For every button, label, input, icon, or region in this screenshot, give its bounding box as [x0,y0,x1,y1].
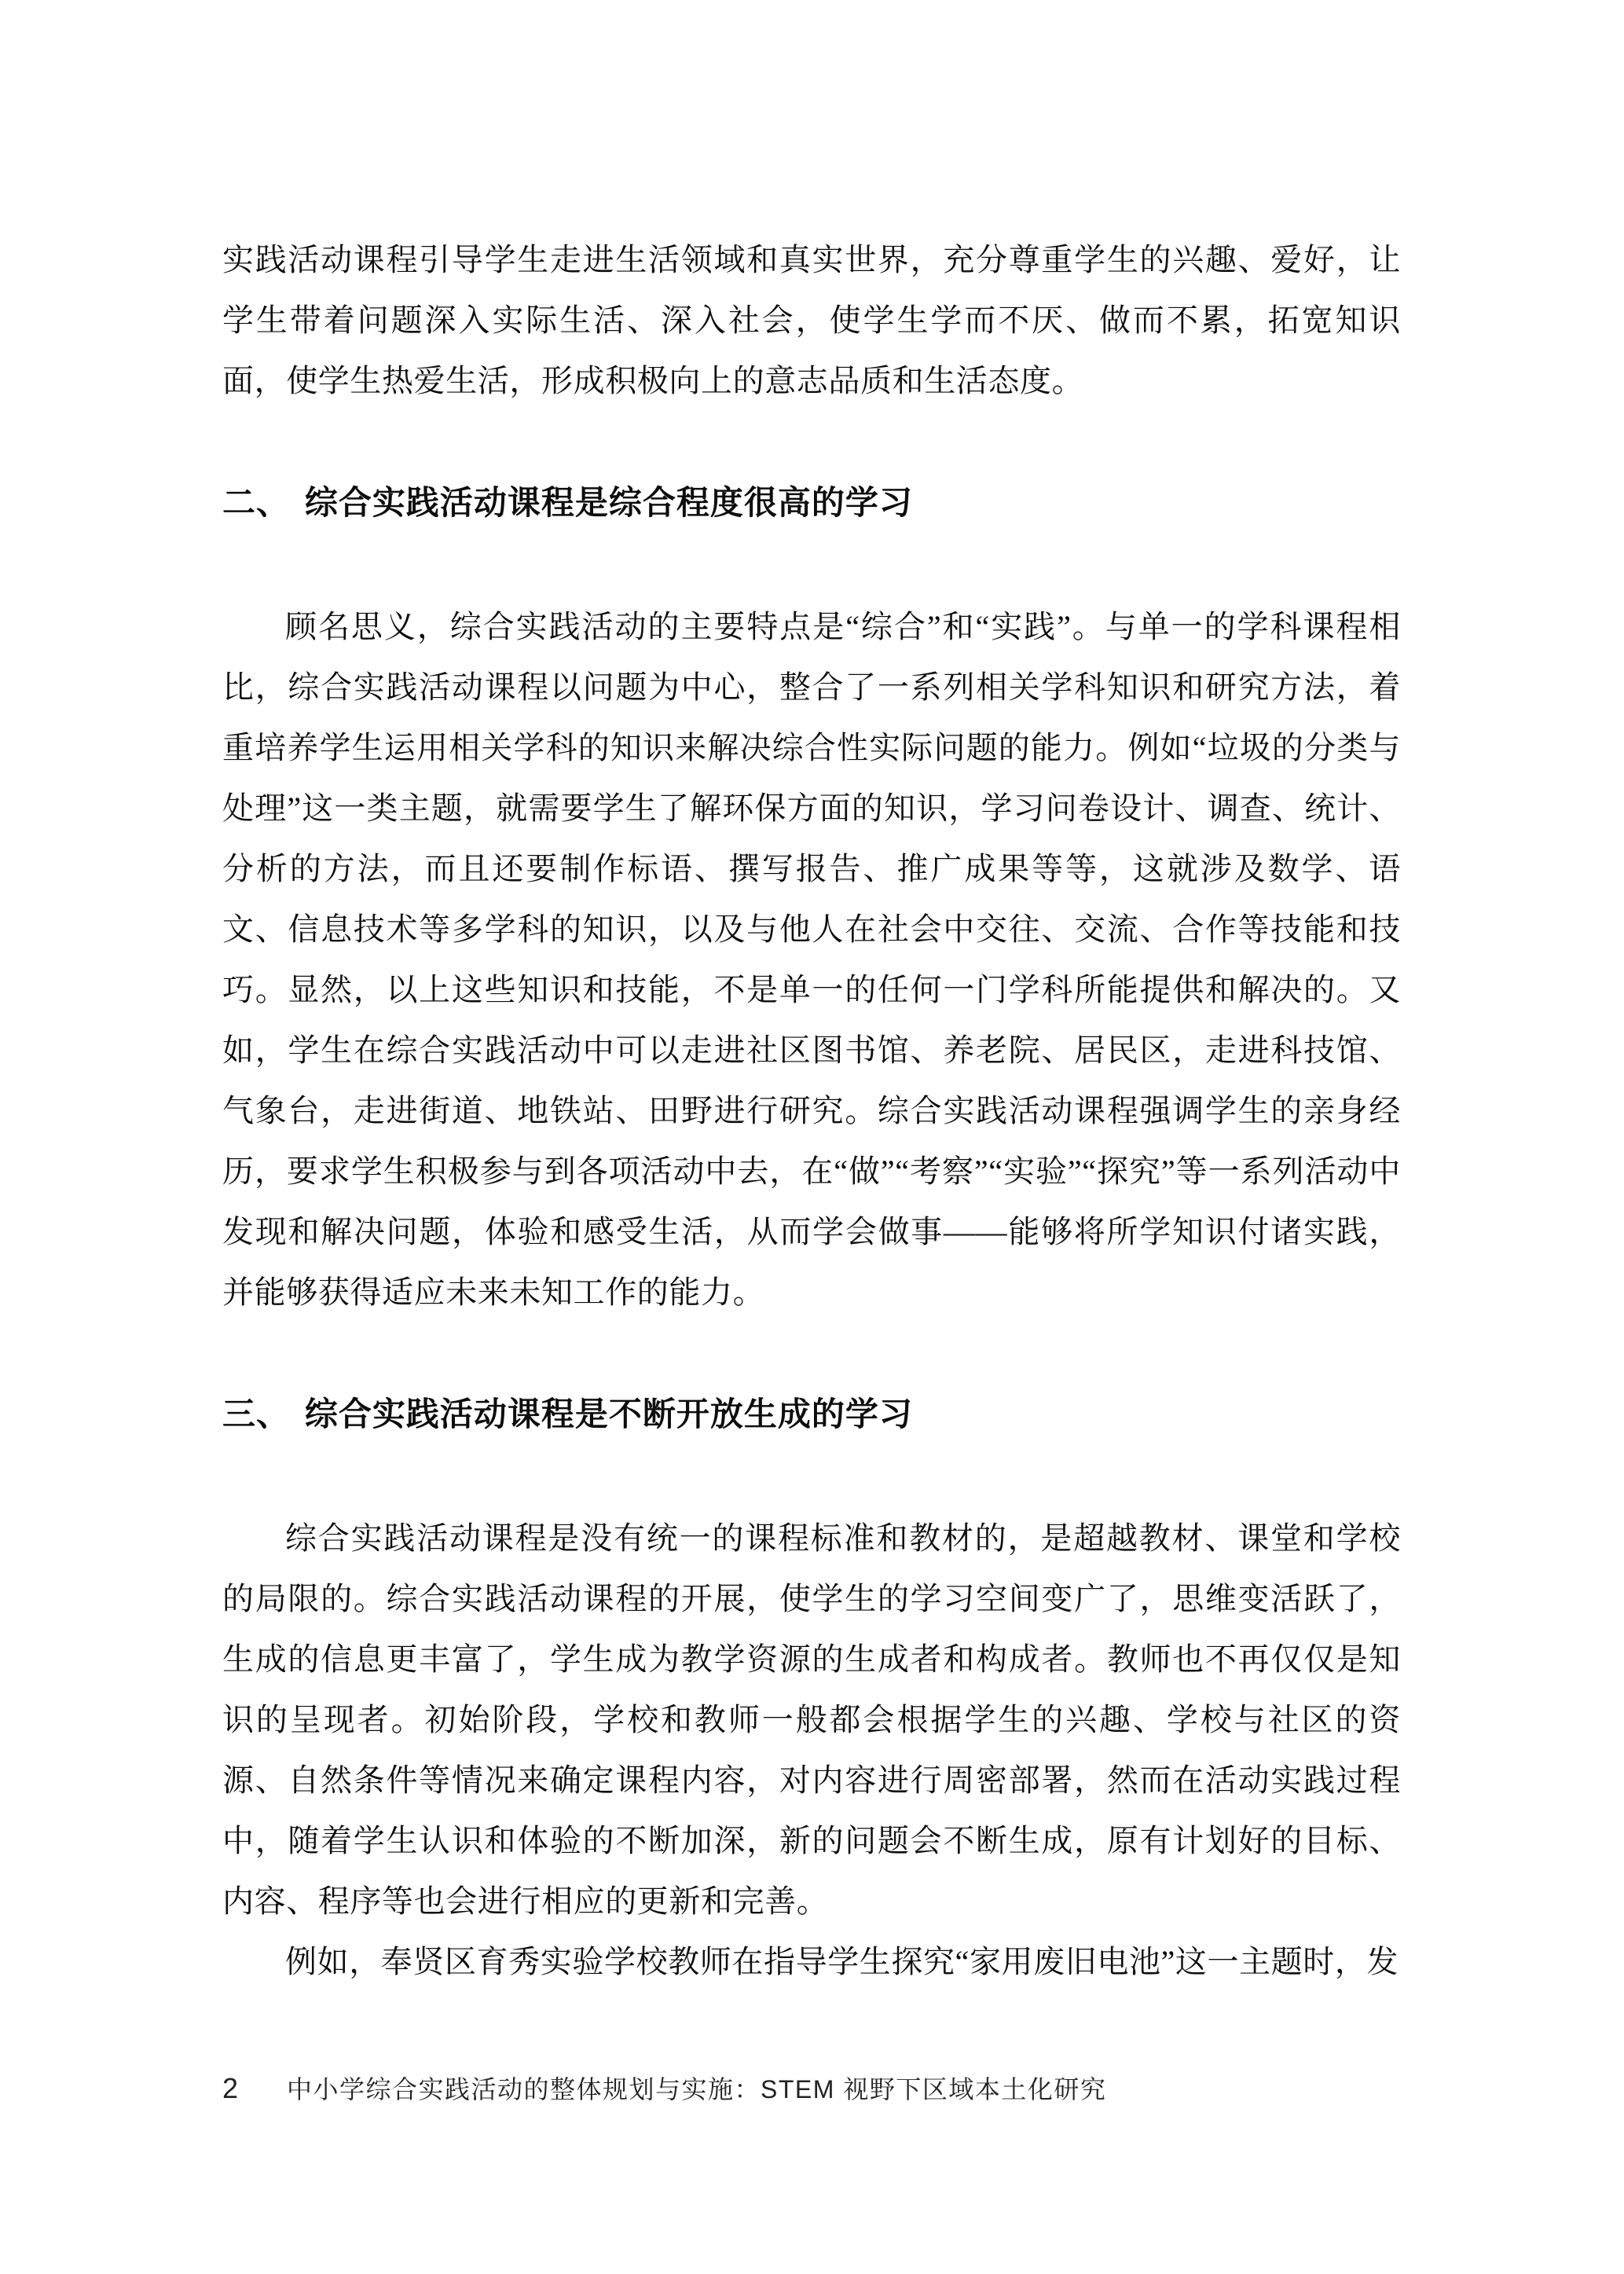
section-3-paragraph-1: 综合实践活动课程是没有统一的课程标准和教材的，是超越教材、课堂和学校的局限的。综合实践活动课程的开展，使学生的学习空间变广了，思维变活跃了，生成的信息更丰富了，学生成为教学资源的生成者和构成者。教师也不再仅仅是知识的呈现者。初始阶段，学校和教师一般都会根据学生的兴趣、学校与社区的资源、自然条件等情况来确定课程内容，对内容进行周密部署，然而在活动实践过程中，随着学生认识和体验的不断加深，新的问题会不断生成，原有计划好的目标、内容、程序等也会进行相应的更新和完善。 [222,1520,1401,1919]
page-content [222,229,1401,1992]
section-heading-3-title: 综合实践活动课程是不断开放生成的学习 [304,1396,913,1432]
section-heading-2-title: 综合实践活动课程是综合程度很高的学习 [304,484,913,521]
running-footer-book-title: 中小学综合实践活动的整体规划与实施：STEM 视野下区域本土化研究 [287,2075,1107,2103]
section-2-paragraph: 顾名思义，综合实践活动的主要特点是“综合”和“实践”。与单一的学科课程相比，综合实践活动课程以问题为中心，整合了一系列相关学科知识和研究方法，着重培养学生运用相关学科的知识来解决综合性实际问题的能力。例如“垃圾的分类与处理”这一类主题，就需要学生了解环保方面的知识，学习问卷设计、调查、统计、分析的方法，而且还要制作标语、撰写报告、推广成果等等，这就涉及数学、语文、信息技术等多学科的知识，以及与他人在社会中交往、交流、合作等技能和技巧。显然，以上这些知识和技能，不是单一的任何一门学科所能提供和解决的。又如，学生在综合实践活动中可以走进社区图书馆、养老院、居民区，走进科技馆、气象台，走进街道、地铁站、田野进行研究。综合实践活动课程强调学生的亲身经历，要求学生积极参与到各项活动中去，在“做”“考察”“实验”“探究”等一系列活动中发现和解决问题，体验和感受生活，从而学会做事——能够将所学知识付诸实践，并能够获得适应未来未知工作的能力。 [222,609,1401,1310]
section-heading-2 [222,483,1401,523]
page-number: 2 [222,2072,239,2104]
section-heading-3 [222,1395,1401,1434]
section-3-paragraph-2: 例如，奉贤区育秀实验学校教师在指导学生探究“家用废旧电池”这一主题时，发 [285,1944,1399,1979]
section-heading-3-number: 三、 [222,1396,291,1432]
page-footer [222,2070,1106,2106]
continuation-paragraph: 实践活动课程引导学生走进生活领域和真实世界，充分尊重学生的兴趣、爱好，让学生带着问题深入实际生活、深入社会，使学生学而不厌、做而不累，拓宽知识面，使学生热爱生活，形成积极向上的意志品质和生活态度。 [222,242,1401,398]
section-heading-2-number: 二、 [222,484,291,521]
